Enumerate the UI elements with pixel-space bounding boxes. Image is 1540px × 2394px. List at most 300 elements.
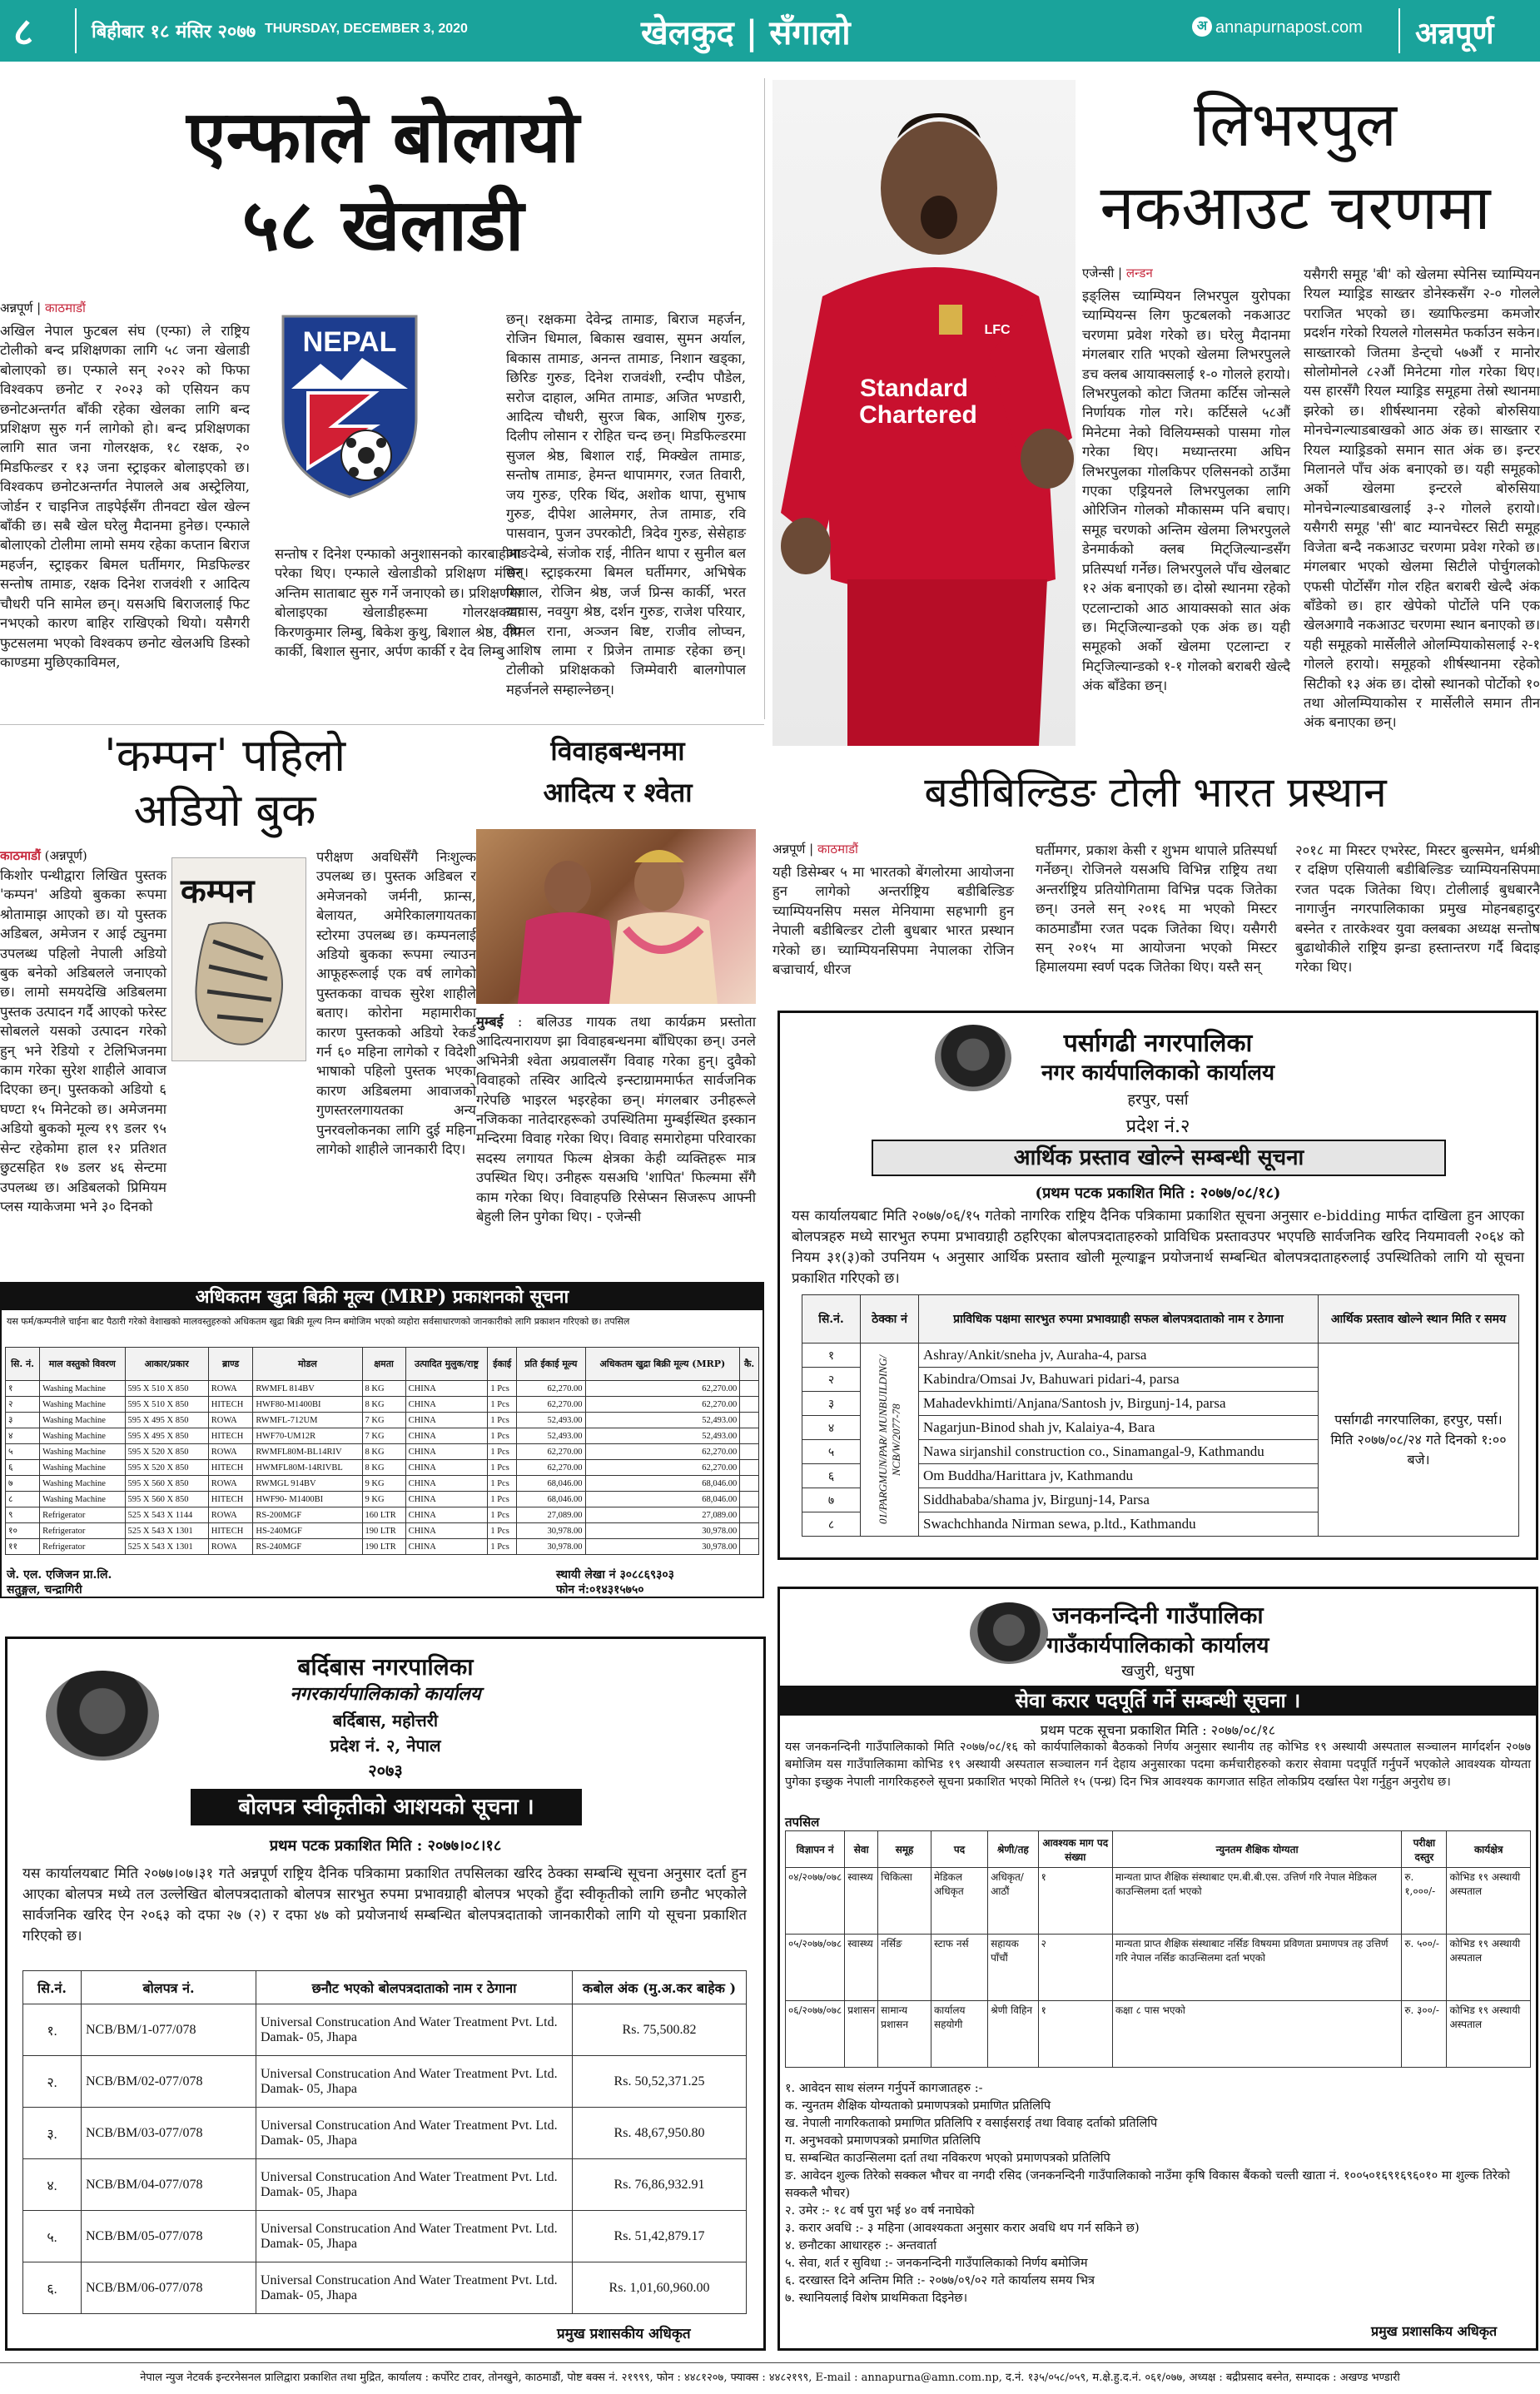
table-row xyxy=(802,1344,1519,1368)
cell-sn: ५ xyxy=(802,1440,861,1464)
table-cell: 8 KG xyxy=(362,1460,405,1476)
table-cell: Universal Construcation And Water Treatment Pvt. Ltd. Damak- 05, Jhapa xyxy=(256,2056,573,2108)
table-cell xyxy=(740,1428,759,1444)
table-cell: 525 X 543 X 1301 xyxy=(125,1523,208,1539)
requirement-item: क. न्युनतम शैक्षिक योग्यताको प्रमाणपत्रको प्रमाणित प्रतिलिपि xyxy=(785,2099,1051,2113)
table-cell: NCB/BM/1-077/078 xyxy=(82,2004,256,2056)
table-cell: चिकित्सा xyxy=(878,1868,931,1935)
table-cell xyxy=(740,1444,759,1460)
date-nepali: बिहीबार १८ मंसिर २०७७ xyxy=(92,21,256,42)
notice-parsagadhi xyxy=(777,1011,1538,1560)
kampan-book-cover xyxy=(171,857,306,1061)
cell-bidder: Siddhababa/shama jv, Birgunj-14, Parsa xyxy=(919,1488,1319,1512)
parsagadhi-province: प्रदेश नं.२ xyxy=(1125,1116,1190,1137)
website-link[interactable]: annapurnapost.com xyxy=(1215,18,1363,37)
cell-bidder: Kabindra/Omsai Jv, Bahuwari pidari-4, parsa xyxy=(919,1368,1319,1392)
table-cell: 8 KG xyxy=(362,1397,405,1413)
table-cell: 1 Pcs xyxy=(488,1413,517,1428)
table-cell: 52,493.00 xyxy=(585,1428,740,1444)
cell-contract-no xyxy=(861,1344,919,1537)
table-cell: NCB/BM/05-077/078 xyxy=(82,2211,256,2262)
mrp-firm: जे. एल. एजिजन प्रा.लि. xyxy=(7,1568,112,1582)
table-cell: ६. xyxy=(23,2262,82,2314)
col-header: ब्राण्ड xyxy=(208,1348,253,1381)
requirement-item: ६. दरखास्त दिने अन्तिम मिति :- २०७७/०९/०२ गते कार्यालय समय भित्र xyxy=(785,2274,1095,2287)
table-cell xyxy=(740,1523,759,1539)
table-cell xyxy=(740,1539,759,1555)
story-kampan-headline-1: 'कम्पन' पहिलो xyxy=(103,729,346,782)
requirement-item: ४. छनौटका आधारहरु :- अन्तवार्ता xyxy=(785,2239,936,2252)
parsagadhi-first-pub: (प्रथम पटक प्रकाशित मिति : २०७७/०८/१८) xyxy=(1035,1185,1281,1202)
masthead-divider xyxy=(75,8,77,53)
table-cell: ४. xyxy=(23,2159,82,2211)
mrp-firm-address: सतुङ्गल, चन्द्रागिरी xyxy=(7,1583,82,1597)
story-liverpool-col2: यसैगरी समूह 'बी' को खेलमा स्पेनिस च्याम्पियन रियल म्याड्रिड साख्तर डोनेस्कसँग २-० गोलले पराजित भएको छ। ख्याफिल्डमा कमजोर प्रदर्शन गरेको रियलले गोलसमेत फर्काउन सकेन। साख्तारको जितमा डेन्ट्चो ५७औं र मानोर सोलोमोनले ८२औं मिनेटमा गोल गरेका थिए। यस हारसँगै रियल म्याड्रिड समूहमा तेस्रो स्थानमा झरेको छ। शीर्षस्थानमा रहेको बोरुसिया मोनचेन्गल्याडबाखको आठ अंक छ। साख्तार र रियल म्याड्रिडको समान सात अंक छ। इन्टर मिलानले पाँच अंक बनाएको छ। यही समूहको अर्को खेलमा इन्टरले बोरुसिया मोनचेन्गल्याडबाखलाई ३-२ गोलले हरायो। यसैगरी समूह 'सी' बाट म्यानचेस्टर सिटी समूह विजेता बन्दै नकआउट चरणमा प्रवेश गरेको छ। मंगलबार भएको खेलमा सिटीले पोर्चुगलको एफसी पोर्टोसँग गोल रहित बराबरी खेल्दै अंक बाँडेको छ। हार खेपेको पोर्टोले पनि एक खेलअगावै नकआउट चरणमा स्थान बनाएको छ। यही समूहको मार्सेलीले ओलम्पियाकोसलाई २-१ गोलले हरायो। समूहको शीर्षस्थानमा रहेको सिटीको १३ अंक छ। दोस्रो स्थानको पोर्टोको १० तथा ओलम्पियाकोस र मार्सेलीले समान तीन अंक बनाएका छन्। xyxy=(1304,266,1540,731)
table-cell: CHINA xyxy=(405,1381,488,1397)
story-bodybuilding-byline: अन्नपूर्ण | काठमाडौं xyxy=(772,842,858,857)
table-cell: ३. xyxy=(23,2108,82,2159)
sponsor-text-2: Chartered xyxy=(859,401,977,429)
sponsor-text-1: Standard xyxy=(859,375,969,402)
table-cell: Rs. 51,42,879.17 xyxy=(573,2211,747,2262)
table-cell xyxy=(740,1476,759,1492)
col-header: कार्यक्षेत्र xyxy=(1447,1831,1531,1868)
table-cell: 1 Pcs xyxy=(488,1397,517,1413)
bardibas-title: बर्दिबास नगरपालिका xyxy=(297,1653,474,1681)
table-cell: ROWA xyxy=(208,1444,253,1460)
table-cell: १. xyxy=(23,2004,82,2056)
byline-place: काठमाडौं xyxy=(0,848,41,863)
table-cell: मान्यता प्राप्त शैक्षिक संस्थाबाट एम.बी.बी.एस. उत्तिर्ण गरि नेपाल मेडिकल काउन्सिलमा दर्ता भएको xyxy=(1112,1868,1401,1935)
cell-bidder: Nawa sirjanshil construction co., Sinamangal-9, Kathmandu xyxy=(919,1440,1319,1464)
table-cell: NCB/BM/02-077/078 xyxy=(82,2056,256,2108)
table-cell: NCB/BM/06-077/078 xyxy=(82,2262,256,2314)
story-liverpool-headline-2: नकआउट चरणमा xyxy=(1100,172,1491,244)
table-cell: CHINA xyxy=(405,1428,488,1444)
table-cell: 1 Pcs xyxy=(488,1476,517,1492)
col-header: विज्ञापन नं xyxy=(786,1831,845,1868)
byline-source: एजेन्सी xyxy=(1082,266,1115,281)
table-cell: 7 KG xyxy=(362,1413,405,1428)
table-cell: Universal Construcation And Water Treatment Pvt. Ltd. Damak- 05, Jhapa xyxy=(256,2211,573,2262)
bardibas-table xyxy=(22,1970,747,2314)
table-row xyxy=(6,1397,759,1413)
bardibas-subtitle: नगरकार्यपालिकाको कार्यालय xyxy=(290,1683,481,1705)
table-cell: 595 X 560 X 850 xyxy=(125,1492,208,1507)
notice-bardibas xyxy=(5,1637,766,2351)
mrp-pan: स्थायी लेखा नं ३०८८६९३०३ xyxy=(556,1568,674,1582)
bardibas-signer: प्रमुख प्रशासकीय अधिकृत xyxy=(557,2326,691,2342)
table-cell: मान्यता प्राप्त शैक्षिक संस्थाबाट नर्सिङ विषयमा प्रविणता प्रमाणपत्र तह उत्तिर्ण गरि नेपाल नर्सिङ काउन्सिलमा दर्ता भएको xyxy=(1112,1935,1401,2001)
col-header: कै. xyxy=(740,1348,759,1381)
table-cell: HWF80-M1400BI xyxy=(253,1397,362,1413)
col-header: न्युनतम शैक्षिक योग्यता xyxy=(1112,1831,1401,1868)
table-cell: Rs. 48,67,950.80 xyxy=(573,2108,747,2159)
story-wedding-headline-1: विवाहबन्धनमा xyxy=(550,735,685,767)
table-cell: 595 X 495 X 850 xyxy=(125,1428,208,1444)
table-cell: CHINA xyxy=(405,1444,488,1460)
requirement-item: २. उमेर :- १८ वर्ष पुरा भई ४० वर्ष ननाघेको xyxy=(785,2204,975,2218)
table-cell: CHINA xyxy=(405,1507,488,1523)
cell-bidder: Swachchhanda Nirman sewa, p.ltd., Kathmandu xyxy=(919,1512,1319,1537)
table-cell xyxy=(740,1381,759,1397)
table-cell: 52,493.00 xyxy=(517,1413,586,1428)
table-cell: 62,270.00 xyxy=(585,1381,740,1397)
table-cell: ०५/२०७७/०७८ xyxy=(786,1935,845,2001)
table-cell: 1 Pcs xyxy=(488,1381,517,1397)
club-crest-text: LFC xyxy=(984,323,1011,337)
bardibas-year: २०७३ xyxy=(368,1761,403,1781)
col-header: सि. नं. xyxy=(6,1348,40,1381)
table-cell: Refrigerator xyxy=(40,1507,125,1523)
section-title: खेलकुद | सँगालो xyxy=(641,13,851,52)
table-row xyxy=(6,1539,759,1555)
story-anfa-col1: अखिल नेपाल फुटबल संघ (एन्फा) ले राष्ट्रिय टोलीको बन्द प्रशिक्षणका लागि ५८ जना खेलाडी बोलाएको छ। एन्फाले सन् २०२२ को फिफा विश्वकप छनोट र २०२३ को एसियन कप छनोटअन्तर्गत बाँकी रहेका खेलका लागि बन्द प्रशिक्षण सुरु गर्न लागेको हो। बन्द प्रशिक्षणका लागि सात जना गोलरक्षक, १८ रक्षक, २० मिडफिल्डर र १३ जना स्ट्राइकर बोलाइएको छ। विश्वकप छनोटअन्तर्गत नेपालले अब अस्ट्रेलिया, जोर्डन र चाइनिज ताइपेईसँग तीनवटा खेल खेल्न बाँकी छ। सबै खेल घरेलु मैदानमा हुनेछ। एन्फाले बोलाएको टोलीमा लामो समय रहेका कप्तान बिराज महर्जन, स्ट्राइकर बिमल घर्तीमगर, मिडफिल्डर सन्तोष तामाङ, रक्षक दिनेश राजवंशी र आदित्य चौधरी पनि सामेल छन्। यसअघि बिराजलाई फिट नभएको कारण बाहिर राखिएको थियो। यसैगरी फुटसलमा भएको विश्वकप छनोट खेलअघि डिस्को काण्डमा मुछिएकाविमल, xyxy=(0,323,250,670)
table-cell: ROWA xyxy=(208,1413,253,1428)
story-bodybuilding-col3: २०१८ मा मिस्टर एभरेस्ट, मिस्टर बुल्समेन, धर्मश्री र दक्षिण एसियाली बडीबिल्डिङ च्याम्पियनसिपमा रजत पदक जितेका थिए। टोलीलाई बुधबारनै नागार्जुन नगरपालिकाका प्रमुख मोहनबहादुर बस्नेत र तारकेश्वर युवा क्लबका अध्यक्ष सन्तोष बुढाथोकीले राष्ट्रिय झन्डा हस्तान्तरण गर्दै बिदाइ गरेका थिए। xyxy=(1295,842,1540,976)
table-cell: १ xyxy=(1038,1868,1112,1935)
table-cell: RWMFL80M-BL14RIV xyxy=(253,1444,362,1460)
bardibas-first-pub: प्रथम पटक प्रकाशित मिति : २०७७।०८।१८ xyxy=(269,1837,502,1855)
janak-documents xyxy=(785,2080,1531,2307)
table-cell: 68,046.00 xyxy=(585,1492,740,1507)
story-anfa-headline-2: ५८ खेलाडी xyxy=(241,183,524,267)
requirement-item: घ. सम्बन्धित काउन्सिलमा दर्ता तथा नविकरण भएको प्रमाणपत्रको प्रतिलिपि xyxy=(785,2152,1110,2165)
table-cell: CHINA xyxy=(405,1523,488,1539)
table-row xyxy=(6,1413,759,1428)
table-cell: कोभिड १९ अस्थायी अस्पताल xyxy=(1447,2001,1531,2068)
table-cell: श्रेणी विहिन xyxy=(988,2001,1039,2068)
table-cell: स्वास्थ्य xyxy=(845,1868,878,1935)
table-cell: 68,046.00 xyxy=(585,1476,740,1492)
table-row xyxy=(6,1492,759,1507)
table-cell: HITECH xyxy=(208,1428,253,1444)
table-cell: 30,978.00 xyxy=(585,1539,740,1555)
story-bodybuilding-col2: घर्तीमगर, प्रकाश केसी र शुभम थापाले प्रतिस्पर्धा गर्नेछन्। रोजिनले यसअघि विभिन्न राष्ट्रिय तथा अन्तर्राष्ट्रिय प्रतियोगितामा विभिन्न पदक जितेका छन्। उनले सन् २०१६ मा भएको मिस्टर काठमाडौंमा रजत पदक जितेका थिए। यसैगरी सन् २०१५ मा आयोजना भएको मिस्टर हिमालयमा स्वर्ण पदक जितेका थिए। यस्तै सन् xyxy=(1036,842,1277,976)
table-cell: कक्षा ८ पास भएको xyxy=(1112,2001,1401,2068)
table-row xyxy=(23,2211,747,2262)
table-cell: 1 Pcs xyxy=(488,1523,517,1539)
table-cell: 62,270.00 xyxy=(517,1444,586,1460)
byline-place: काठमाडौं xyxy=(817,842,858,857)
table-cell: Washing Machine xyxy=(40,1460,125,1476)
table-cell: 68,046.00 xyxy=(517,1476,586,1492)
table-cell: NCB/BM/03-077/078 xyxy=(82,2108,256,2159)
table-cell: १ xyxy=(1038,2001,1112,2068)
table-cell: 30,978.00 xyxy=(517,1523,586,1539)
table-cell: CHINA xyxy=(405,1397,488,1413)
table-cell: स्वास्थ्य xyxy=(845,1935,878,2001)
table-cell: RWMFL 814BV xyxy=(253,1381,362,1397)
anfa-logo xyxy=(275,310,425,501)
table-cell: 62,270.00 xyxy=(585,1444,740,1460)
story-kampan-byline xyxy=(0,847,166,864)
table-cell: RS-240MGF xyxy=(253,1539,362,1555)
table-cell: CHINA xyxy=(405,1460,488,1476)
table-row xyxy=(6,1507,759,1523)
table-cell: RWMGL 914BV xyxy=(253,1476,362,1492)
table-row xyxy=(6,1476,759,1492)
col-header: बोलपत्र नं. xyxy=(82,1971,256,2004)
table-cell: 9 KG xyxy=(362,1492,405,1507)
table-cell: CHINA xyxy=(405,1492,488,1507)
table-cell: २ xyxy=(6,1397,40,1413)
story-kampan-col1: किशोर पन्थीद्वारा लिखित पुस्तक 'कम्पन' अडियो बुकका रूपमा श्रोतामाझ आएको छ। यो पुस्तक अडिबल, अमेजन र आई ट्युनमा उपलब्ध पहिलो नेपाली अडियो बुक बनेको अडिबलले जनाएको छ। लामो समयदेखि अडिबलमा पुस्तक उत्पादन गर्दै आएको फरेस्ट सोबलले यसको उत्पादन गरेको हुन् भने रेडियो र टेलिभिजनमा काम गरेका सुरेश शाहीले आवाज दिएका छन्। पुस्तकको अडियो ६ घण्टा १५ मिनेटको छ। अमेजनमा अडियो बुकको मूल्य १९ डलर ९५ सेन्ट रहेकोमा हाल १२ प्रतिशत छुटसहित १७ डलर ४६ सेन्टमा उपलब्ध छ। अडिबलको प्रिमियम प्लस ग्याकेजमा भने ३० दिनको xyxy=(0,867,166,1214)
table-cell: 62,270.00 xyxy=(517,1460,586,1476)
table-cell: Refrigerator xyxy=(40,1539,125,1555)
cell-bidder: Mahadevkhimti/Anjana/Santosh jv, Birgunj-14, parsa xyxy=(919,1392,1319,1416)
table-cell: मेडिकल अधिकृत xyxy=(931,1868,987,1935)
table-cell: CHINA xyxy=(405,1539,488,1555)
table-cell: 27,089.00 xyxy=(585,1507,740,1523)
parsagadhi-band: आर्थिक प्रस्ताव खोल्ने सम्बन्धी सूचना xyxy=(872,1140,1446,1176)
table-cell xyxy=(740,1413,759,1428)
parsagadhi-table xyxy=(802,1294,1519,1537)
story-liverpool-col1: इङ्लिस च्याम्पियन लिभरपुल युरोपका च्याम्पियन्स लिग फुटबलको नकआउट चरणमा प्रवेश गरेको छ। घरेलु मैदानमा मंगलबार राति भएको खेलमा लिभरपुलले डच क्लब आयाक्सलाई १-० गोलले हरायो। लिभरपुलको कोटा जितमा कर्टिस जोन्सले निर्णायक गोल गरे। कर्टिसले ५८औं मिनेटमा नेको विलियम्सको पासमा गोल गरेका थिए। मध्यान्तरमा अघिन लिभरपुलका गोलकिपर एलिसनको ठाउँमा गएका एड्रियनले लिभरपुलका लागि ओरिजिन गोलको मौकासम्म पनि बचाए। समूह चरणको अन्तिम खेलमा लिभरपुलले डेनमार्कको क्लब मिट्जिल्यान्डसँग प्रतिस्पर्धा गर्नेछ। लिभरपुलले पाँच खेलबाट १२ अंक बनाएको छ। दोस्रो स्थानमा रहेको एटलान्टाको आठ आयाक्सको सात अंक छ। मिट्जिल्यान्डको एक अंक छ। यही समूहको अर्को खेलमा एटलान्टा र मिट्जिल्यान्डको १-१ गोलको बराबरी खेल्दै अंक बाँडेका छन्। xyxy=(1082,288,1290,694)
table-cell: 1 Pcs xyxy=(488,1460,517,1476)
story-anfa-col3: छन्। रक्षकमा देवेन्द्र तामाङ, बिराज महर्जन, रोजिन धिमाल, बिकास खवास, सुमन अर्याल, बिकास तामाङ, अनन्त तामाङ, निशान खड्का, छिरिङ गुरुङ, दिनेश राजवंशी, रन्दीप पौडेल, सरोज दाहाल, अमित तामाङ, अजित भण्डारी, आदित्य चौधरी, सुरज बिक, आशिष गुरुङ, दिलीप लोसान र रोहित चन्द छन्। मिडफिल्डरमा सुजल श्रेष्ठ, बिशाल राई, मिक्खेल तामाङ, सन्तोष तामाङ, हेमन्त थापामगर, रजत तिवारी, जय गुरुङ, एरिक थिंद, अशोक थापा, सुभाष गुरुङ, दीपेश आलेमगर, तेज तामाङ, रवि पासवान, पुजन उपरकोटी, त्रिदेव गुरुङ, सेसेहाङ आङदेम्बे, संजोक राई, नीतिन थापा र सुनील बल छन्। स्ट्राइकरमा बिमल घर्तीमगर, अभिषेक रिजाल, रोजिन श्रेष्ठ, जर्ज प्रिन्स कार्की, भरत खवास, नवयुग श्रेष्ठ, दर्शन गुरुङ, राजेश परियार, बिमल राना, अञ्जन बिष्ट, राजीव लोप्चन, आशिष लामा र प्रिजेन तामाङ रहेका छन्। टोलीको प्रशिक्षकको जिम्मेवारी बालगोपाल महर्जनले सम्हाल्नेछन्। xyxy=(506,311,746,698)
table-cell: ०६/२०७७/०७८ xyxy=(786,2001,845,2068)
table-cell: ROWA xyxy=(208,1476,253,1492)
table-cell: Washing Machine xyxy=(40,1476,125,1492)
requirement-item: ३. करार अवधि :- ३ महिना (आवश्यकता अनुसार करार अवधि थप गर्न सकिने छ) xyxy=(785,2222,1140,2235)
table-cell: Washing Machine xyxy=(40,1381,125,1397)
col-header: ईकाई xyxy=(488,1348,517,1381)
col-header: माल वस्तुको विवरण xyxy=(40,1348,125,1381)
janak-table xyxy=(785,1830,1531,2068)
table-cell: 30,978.00 xyxy=(585,1523,740,1539)
table-cell: रु. ५००/- xyxy=(1402,1935,1447,2001)
story-bodybuilding-col1: यही डिसेम्बर ५ मा भारतको बेंगलोरमा आयोजना हुन लागेको अन्तर्राष्ट्रिय बडीबिल्डिङ च्याम्पियनसिप मसल मेनियामा सहभागी हुन नेपाली बडीबिल्डर टोली बुधबार भारत प्रस्थान गरेको छ। च्याम्पियनसिपमा नेपालका रोजिन बज्राचार्य, धीरज xyxy=(772,864,1014,978)
table-cell: सहायक पाँचौं xyxy=(988,1935,1039,2001)
table-cell: प्रशासन xyxy=(845,2001,878,2068)
requirement-item: ५. सेवा, शर्त र सुविधा :- जनकनन्दिनी गाउँपालिकाको निर्णय बमोजिम xyxy=(785,2257,1088,2270)
table-row xyxy=(23,2108,747,2159)
cell-open-place: पर्सागढी नगरपालिका, हरपुर, पर्सा। मिति २०७७/०८/२४ गते दिनको १:०० बजे। xyxy=(1319,1344,1519,1537)
janak-body: यस जनकनन्दिनी गाउँपालिकाको मिति २०७७/०८/१६ को कार्यपालिकाको बैठकको निर्णय अनुसार स्थानीय तह कोभिड १९ अस्थायी अस्पताल सञ्चालन मार्गदर्शन २०७७ बमोजिम यस गाउँपालिकामा कोभिड १९ अस्थायी अस्पताल सञ्चालन गर्न देहाय अनुसारका पदमा कर्मचारीहरुको करार सेवामा पदपूर्ति गर्नुपर्ने भएकोले आवश्यक योग्यता पुगेका इच्छुक नेपाली नागरिकहरुले सूचना प्रकाशित भएको मितिले १५ (पन्ध्र) दिन भित्र आवश्यक कागजात सहित लोकप्रिय दर्खास्त पेश गर्नुहुन अनुरोध छ। xyxy=(785,1741,1531,1789)
bardibas-band: बोलपत्र स्वीकृतीको आशयको सूचना । xyxy=(191,1789,582,1825)
cell-sn: ७ xyxy=(802,1488,861,1512)
table-cell: ३ xyxy=(6,1413,40,1428)
table-row xyxy=(786,2001,1531,2068)
table-cell: 595 X 560 X 850 xyxy=(125,1476,208,1492)
brand-name: अन्नपूर्ण xyxy=(1415,16,1494,51)
requirement-item: ग. अनुभवको प्रमाणपत्रको प्रमाणित प्रतिलिपि xyxy=(785,2134,981,2148)
janak-first-pub: प्रथम पटक सूचना प्रकाशित मिति : २०७७/०८/१८ xyxy=(1040,1722,1276,1738)
col-header: सेवा xyxy=(845,1831,878,1868)
table-cell: ROWA xyxy=(208,1539,253,1555)
table-cell: २ xyxy=(1038,1935,1112,2001)
table-cell: Universal Construcation And Water Treatment Pvt. Ltd. Damak- 05, Jhapa xyxy=(256,2159,573,2211)
col-header: सि.नं. xyxy=(802,1295,861,1344)
cell-bidder: Ashray/Ankit/sneha jv, Auraha-4, parsa xyxy=(919,1344,1319,1368)
story-bodybuilding-headline: बडीबिल्डिङ टोली भारत प्रस्थान xyxy=(924,768,1387,817)
table-cell: 9 KG xyxy=(362,1476,405,1492)
table-row xyxy=(23,2004,747,2056)
story-anfa-col2: सन्तोष र दिनेश एन्फाको अनुशासनको कारबाहीमा परेका थिए। एन्फाले खेलाडीको प्रशिक्षण मंसिर अन्तिम साताबाट सुरु गर्ने जनाएको छ। प्रशिक्षणमा बोलाइएका खेलाडीहरूमा गोलरक्षकमा किरणकुमार लिम्बु, बिकेश कुथु, बिशाल श्रेष्ठ, दीप कार्की, बिशाल सुनार, अर्पण कार्की र देव लिम्बु xyxy=(275,546,521,660)
col-header: श्रेणी/तह xyxy=(988,1831,1039,1868)
table-cell: HWF90- M1400BI xyxy=(253,1492,362,1507)
notice-mrp xyxy=(0,1282,764,1598)
table-cell: 595 X 520 X 850 xyxy=(125,1444,208,1460)
anfa-logo-text: NEPAL xyxy=(302,326,397,358)
table-cell: CHINA xyxy=(405,1413,488,1428)
table-cell: १ xyxy=(6,1381,40,1397)
table-cell: 7 KG xyxy=(362,1428,405,1444)
bardibas-body: यस कार्यालयबाट मिति २०७७।०७।३१ गते अन्नपूर्ण राष्ट्रिय दैनिक पत्रिकामा प्रकाशित तपसिलका खरिद ठेक्का सम्बन्धि सूचना अनुसार दर्ता हुन आएका बोलपत्र मध्ये तल उल्लेखित बोलपत्रदाताको बोलपत्र सारभुत रुपमा प्रभावग्राही बोलपत्र भएको हुँदा स्वीकृतीको लागि छनौट भएकोले सार्वजनिक खरिद ऐन २०६३ को दफा २७ (२) र दफा ४७ को प्रयोजनार्थ सम्बन्धित बोलपत्रदाताको जानकारीको लागि यो सूचना प्रकाशित गरिएको छ। xyxy=(22,1865,747,1945)
story-wedding-body: बलिउड गायक तथा कार्यक्रम प्रस्तोता आदित्यनारायण झा विवाहबन्धनमा बाँधिएका छन्। उनले अभिनेत्री श्वेता अग्रवालसँग विवाह गरेका हुन्। दुवैको विवाहको तस्विर आदित्ये इन्स्टाग्राममार्फत सार्वजनिक गरेपछि भाइरल भइरहेका छन्। मंगलबार उनीहरूले नजिकका नातेदारहरूको उपस्थितिमा मुम्बईस्थित इस्कान मन्दिरमा विवाह गरेका थिए। विवाह समारोहमा परिवारका सदस्य लगायत फिल्म क्षेत्रका केही व्यक्तिहरू मात्र उपस्थित थिए। उनीहरू यसअघि 'शापित' फिल्ममा सँगै काम गरेका थिए। विवाहपछि रिसेप्सन सिजरूप आफ्नी बेहुली लिन पुगेका थिए। - एजेन्सी xyxy=(476,1014,756,1225)
parsagadhi-title: पर्सागढी नगरपालिका xyxy=(1063,1029,1253,1058)
table-cell: Universal Construcation And Water Treatment Pvt. Ltd. Damak- 05, Jhapa xyxy=(256,2108,573,2159)
page-number: ८ xyxy=(13,9,33,54)
table-cell: 62,270.00 xyxy=(585,1397,740,1413)
table-cell: 1 Pcs xyxy=(488,1444,517,1460)
byline-place: मुम्बई xyxy=(476,1014,504,1030)
byline-place: लन्डन xyxy=(1125,266,1153,281)
table-cell: नर्सिङ xyxy=(878,1935,931,2001)
table-cell: २. xyxy=(23,2056,82,2108)
col-header: कबोल अंक (मु.अ.कर बाहेक ) xyxy=(573,1971,747,2004)
table-row xyxy=(6,1428,759,1444)
col-header: छनौट भएको बोलपत्रदाताको नाम र ठेगाना xyxy=(256,1971,573,2004)
table-cell: Universal Construcation And Water Treatment Pvt. Ltd. Damak- 05, Jhapa xyxy=(256,2262,573,2314)
table-cell: 62,270.00 xyxy=(517,1397,586,1413)
table-row xyxy=(786,1935,1531,2001)
table-cell: ११ xyxy=(6,1539,40,1555)
notice-janaknandini xyxy=(777,1587,1538,2351)
table-cell: Washing Machine xyxy=(40,1413,125,1428)
table-cell: Rs. 76,86,932.91 xyxy=(573,2159,747,2211)
table-cell: ८ xyxy=(6,1492,40,1507)
table-cell: Washing Machine xyxy=(40,1492,125,1507)
table-cell: १० xyxy=(6,1523,40,1539)
table-cell: ०४/२०७७/०७८ xyxy=(786,1868,845,1935)
story-liverpool-byline: एजेन्सी | लन्डन xyxy=(1082,266,1153,281)
table-cell: Washing Machine xyxy=(40,1397,125,1413)
date-english: THURSDAY, DECEMBER 3, 2020 xyxy=(265,22,468,36)
table-cell: 525 X 543 X 1144 xyxy=(125,1507,208,1523)
cell-sn: २ xyxy=(802,1368,861,1392)
cell-sn: १ xyxy=(802,1344,861,1368)
parsagadhi-body: यस कार्यालयबाट मिति २०७७/०६/१५ गतेको नागरिक राष्ट्रिय दैनिक पत्रिकामा प्रकाशित सूचना अनुसार e-bidding मार्फत दाखिला हुन आएका बोलपत्रहरु मध्ये सारभुत रुपमा प्रभावग्राही ठहरिएका बोलपत्रदाताहरुको प्राविधिक प्रस्तावउपर भएपछि सार्वजनिक खरिद नियमावली २०६४ को नियम ३१(३)को उपनियम ५ अनुसार आर्थिक प्रस्ताव खोली मूल्याङ्कन प्रयोजनार्थ सम्बन्धित बोलपत्रदाताहरुलाई उपस्थितिको लागि यो सूचना प्रकाशित गरिएको छ। xyxy=(792,1208,1524,1287)
table-cell xyxy=(740,1492,759,1507)
table-cell: HITECH xyxy=(208,1397,253,1413)
table-cell: 525 X 543 X 1301 xyxy=(125,1539,208,1555)
table-cell: HWF70-UM12R xyxy=(253,1428,362,1444)
table-cell: 68,046.00 xyxy=(517,1492,586,1507)
mrp-phone: फोन नं:०१४३१५७५० xyxy=(556,1583,644,1597)
table-cell: सामान्य प्रशासन xyxy=(878,2001,931,2068)
cell-sn: ८ xyxy=(802,1512,861,1537)
janak-subtitle: गाउँकार्यपालिकाको कार्यालय xyxy=(1046,1633,1269,1658)
table-cell: Washing Machine xyxy=(40,1444,125,1460)
story-wedding-headline-2: आदित्य र श्वेता xyxy=(543,777,693,808)
col-header: अधिकतम खुद्रा बिक्री मूल्य (MRP) xyxy=(585,1348,740,1381)
col-header: आवश्यक माग पद संख्या xyxy=(1038,1831,1112,1868)
wedding-photo xyxy=(476,829,756,1004)
table-cell: ७ xyxy=(6,1476,40,1492)
col-header: क्षमता xyxy=(362,1348,405,1381)
table-cell: ROWA xyxy=(208,1381,253,1397)
table-cell: ROWA xyxy=(208,1507,253,1523)
byline-source: अन्नपूर्ण xyxy=(772,842,806,857)
cell-bidder: Nagarjun-Binod shah jv, Kalaiya-4, Bara xyxy=(919,1416,1319,1440)
cell-sn: ३ xyxy=(802,1392,861,1416)
table-cell xyxy=(740,1397,759,1413)
annapurna-logo-icon: अ xyxy=(1192,17,1212,37)
table-cell: 1 Pcs xyxy=(488,1492,517,1507)
story-wedding-text: मुम्बई : बलिउड गायक तथा कार्यक्रम प्रस्तोता आदित्यनारायण झा विवाहबन्धनमा बाँधिएका छन्। उनले अभिनेत्री श्वेता अग्रवालसँग विवाह गरेका हुन्। दुवैको विवाहको तस्विर आदित्ये इन्स्टाग्राममार्फत सार्वजनिक गरेपछि भाइरल भइरहेका छन्। मंगलबार उनीहरूले नजिकका नातेदारहरूको उपस्थितिमा मुम्बईस्थित इस्कान मन्दिरमा विवाह गरेका थिए। विवाह समारोहमा परिवारका सदस्य लगायत फिल्म क्षेत्रका केही व्यक्तिहरू मात्र उपस्थित थिए। उनीहरू यसअघि 'शापित' फिल्ममा सँगै काम गरेका थिए। विवाहपछि रिसेप्सन सिजरूप आफ्नी बेहुली लिन पुगेका थिए। - एजेन्सी xyxy=(476,1014,756,1225)
col-header: परीक्षा दस्तुर xyxy=(1402,1831,1447,1868)
table-cell: HITECH xyxy=(208,1523,253,1539)
table-cell: 595 X 510 X 850 xyxy=(125,1397,208,1413)
requirement-item: ङ. आवेदन शुल्क तिरेको सक्कल भौचर वा नगदी रसिद (जनकनन्दिनी गाउँपालिकाको नाउँमा कृषि विकास बैंकको चल्ती खाता नं. १००५०१६९१६९६०१० मा शुल्क तिरेको सक्कलै भौचर) xyxy=(785,2169,1510,2200)
table-cell: स्टाफ नर्स xyxy=(931,1935,987,2001)
table-cell: 27,089.00 xyxy=(517,1507,586,1523)
table-cell: अधिकृत/आठौं xyxy=(988,1868,1039,1935)
col-header: उत्पादित मुलुक/राष्ट्र xyxy=(405,1348,488,1381)
table-cell: Refrigerator xyxy=(40,1523,125,1539)
col-header: समूह xyxy=(878,1831,931,1868)
story-anfa-byline: अन्नपूर्ण | काठमाडौं xyxy=(0,300,86,315)
janak-signer: प्रमुख प्रशासकिय अधिकृत xyxy=(1371,2323,1498,2339)
table-cell: 595 X 520 X 850 xyxy=(125,1460,208,1476)
table-cell: CHINA xyxy=(405,1476,488,1492)
table-row xyxy=(6,1460,759,1476)
table-cell: 595 X 495 X 850 xyxy=(125,1413,208,1428)
col-header: सि.नं. xyxy=(23,1971,82,2004)
section-rule xyxy=(0,724,764,725)
mrp-table xyxy=(5,1347,759,1555)
requirement-item: ७. स्थानियलाई विशेष प्राथमिकता दिइनेछ। xyxy=(785,2292,968,2305)
table-cell: 62,270.00 xyxy=(585,1460,740,1476)
janak-tapsil: तपसिल xyxy=(785,1815,820,1830)
cell-sn: ४ xyxy=(802,1416,861,1440)
col-header: ठेक्का नं xyxy=(861,1295,919,1344)
table-cell: 8 KG xyxy=(362,1381,405,1397)
table-cell: Washing Machine xyxy=(40,1428,125,1444)
bardibas-province: प्रदेश नं. २, नेपाल xyxy=(330,1736,441,1756)
masthead-divider xyxy=(1398,8,1400,53)
table-cell: 595 X 510 X 850 xyxy=(125,1381,208,1397)
liverpool-player-photo xyxy=(772,80,1076,746)
table-cell: रु. १,०००/- xyxy=(1402,1868,1447,1935)
byline-source: अन्नपूर्ण xyxy=(0,300,33,315)
requirement-item: ख. नेपाली नागरिकताको प्रमाणित प्रतिलिपि र वसाईसराई तथा विवाह दर्ताको प्रतिलिपि xyxy=(785,2117,1158,2130)
table-cell: Rs. 50,52,371.25 xyxy=(573,2056,747,2108)
table-cell: ५. xyxy=(23,2211,82,2262)
table-cell: 160 LTR xyxy=(362,1507,405,1523)
cell-sn: ६ xyxy=(802,1464,861,1488)
table-cell: ५ xyxy=(6,1444,40,1460)
table-cell: RS-200MGF xyxy=(253,1507,362,1523)
table-cell: 1 Pcs xyxy=(488,1507,517,1523)
table-cell: RWMFL-712UM xyxy=(253,1413,362,1428)
story-liverpool-headline-1: लिभरपुल xyxy=(1194,89,1397,161)
table-row xyxy=(6,1444,759,1460)
table-cell: कोभिड १९ अस्थायी अस्पताल xyxy=(1447,1935,1531,2001)
table-cell xyxy=(740,1460,759,1476)
table-row xyxy=(6,1381,759,1397)
table-cell: HWMFL80M-14RIVBL xyxy=(253,1460,362,1476)
table-cell: कार्यालय सहयोगी xyxy=(931,2001,987,2068)
parsagadhi-subtitle: नगर कार्यपालिकाको कार्यालय xyxy=(1041,1060,1275,1085)
table-cell: कोभिड १९ अस्थायी अस्पताल xyxy=(1447,1868,1531,1935)
col-header: प्राविधिक पक्षमा सारभुत रुपमा प्रभावग्राही सफल बोलपत्रदाताको नाम र ठेगाना xyxy=(919,1295,1319,1344)
table-cell: NCB/BM/04-077/078 xyxy=(82,2159,256,2211)
table-cell: HS-240MGF xyxy=(253,1523,362,1539)
table-cell: HITECH xyxy=(208,1492,253,1507)
